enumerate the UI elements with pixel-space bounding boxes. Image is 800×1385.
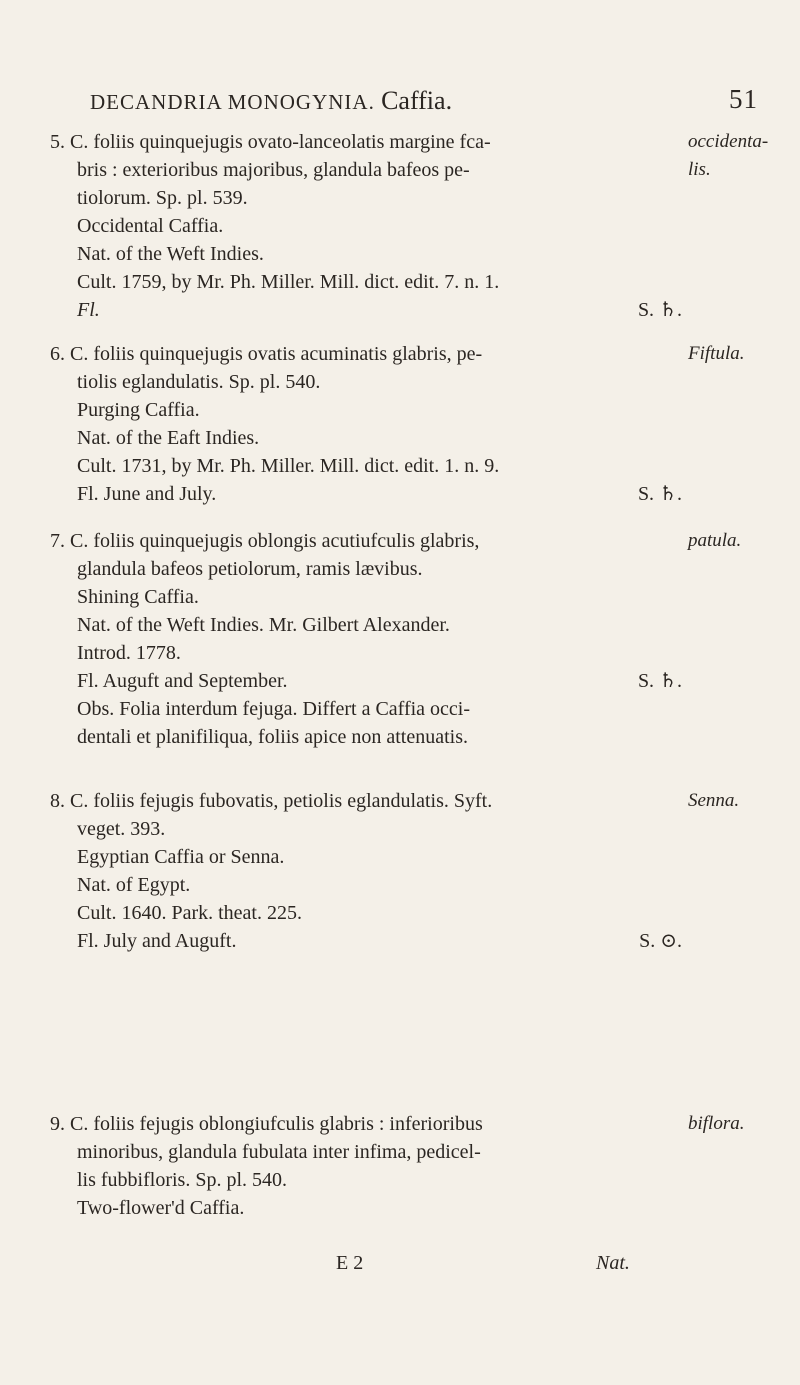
entry-line: lis fubbifloris. Sp. pl. 540. xyxy=(77,1169,288,1191)
species-name-occidentalis xyxy=(688,128,798,184)
native-range: Nat. of the Weft Indies. xyxy=(77,243,264,265)
common-name: Shining Caffia. xyxy=(77,586,199,608)
common-name: Egyptian Caffia or Senna. xyxy=(77,846,285,868)
flowering-line xyxy=(50,480,710,508)
entry-line: 6. C. foliis quinquejugis ovatis acuminatis glabris, pe- xyxy=(50,343,483,365)
flowering-line xyxy=(50,927,710,955)
entry-line: 7. C. foliis quinquejugis oblongis acutiufculis glabris, xyxy=(50,530,480,552)
species-entry-6 xyxy=(50,340,710,508)
entry-line: 9. C. foliis fejugis oblongiufculis glabris : inferioribus xyxy=(50,1113,483,1135)
signature-mark: E 2 xyxy=(336,1252,364,1274)
common-name: Purging Caffia. xyxy=(77,399,200,421)
side-name-part: patula. xyxy=(688,530,742,551)
common-name: Two-flower'd Caffia. xyxy=(77,1197,245,1219)
habit-symbol: S. ♄. xyxy=(637,299,682,321)
entry-line: 8. C. foliis fejugis fubovatis, petiolis eglandulatis. Syft. xyxy=(50,790,493,812)
entry-line: tiolorum. Sp. pl. 539. xyxy=(77,187,248,209)
running-title: DECANDRIA MONOGYNIA. xyxy=(90,90,375,114)
common-name: Occidental Caffia. xyxy=(77,215,224,237)
observation: Obs. Folia interdum fejuga. Differt a Caffia occi- xyxy=(77,698,471,720)
side-name-part: biflora. xyxy=(688,1113,745,1134)
entry-line: glandula bafeos petiolorum, ramis lævibus. xyxy=(77,558,423,580)
entry-line: veget. 393. xyxy=(77,818,166,840)
flowering: Fl. June and July. xyxy=(77,483,217,505)
cultivation: Cult. 1731, by Mr. Ph. Miller. Mill. dict. edit. 1. n. 9. xyxy=(77,455,500,477)
species-name-biflora xyxy=(688,1110,798,1138)
running-header xyxy=(90,84,758,116)
species-entry-9 xyxy=(50,1110,710,1222)
entry-line: bris : exterioribus majoribus, glandula bafeos pe- xyxy=(77,159,470,181)
flowering-line xyxy=(50,296,710,324)
cultivation: Cult. 1640. Park. theat. 225. xyxy=(77,902,302,924)
cultivation: Cult. 1759, by Mr. Ph. Miller. Mill. dict. edit. 7. n. 1. xyxy=(77,271,500,293)
habit-symbol: S. ♄. xyxy=(637,670,682,692)
flowering: Fl. Auguft and September. xyxy=(77,670,288,692)
native-range: Nat. of Egypt. xyxy=(77,874,191,896)
side-name-part: lis. xyxy=(688,159,711,180)
side-name-part: Fiftula. xyxy=(688,343,745,364)
native-range: Nat. of the Eaft Indies. xyxy=(77,427,260,449)
habit-symbol: S. ♄. xyxy=(637,483,682,505)
habit-symbol: S. ⊙. xyxy=(639,930,682,952)
entry-line: 5. C. foliis quinquejugis ovato-lanceolatis margine fca- xyxy=(50,131,491,153)
flowering: Fl. July and Auguft. xyxy=(77,930,237,952)
observation-cont: dentali et planifiliqua, foliis apice non attenuatis. xyxy=(77,726,468,748)
species-name-fistula xyxy=(688,340,798,368)
genus-title: Caffia. xyxy=(381,86,453,115)
species-entry-8 xyxy=(50,787,710,955)
introduction: Introd. 1778. xyxy=(77,642,181,664)
page-number: 51 xyxy=(729,84,758,114)
species-entry-5 xyxy=(50,128,710,324)
side-name-part: Senna. xyxy=(688,790,740,811)
native-range: Nat. of the Weft Indies. Mr. Gilbert Alexander. xyxy=(77,614,450,636)
species-name-patula xyxy=(688,527,798,555)
catchword: Nat. xyxy=(596,1252,630,1274)
entry-line: tiolis eglandulatis. Sp. pl. 540. xyxy=(77,371,321,393)
side-name-part: occidenta- xyxy=(688,131,769,152)
entry-line: minoribus, glandula fubulata inter infima, pedicel- xyxy=(77,1141,481,1163)
flowering: Fl. xyxy=(77,299,100,321)
flowering-line xyxy=(50,667,710,695)
species-entry-7 xyxy=(50,527,710,751)
species-name-senna xyxy=(688,787,798,815)
